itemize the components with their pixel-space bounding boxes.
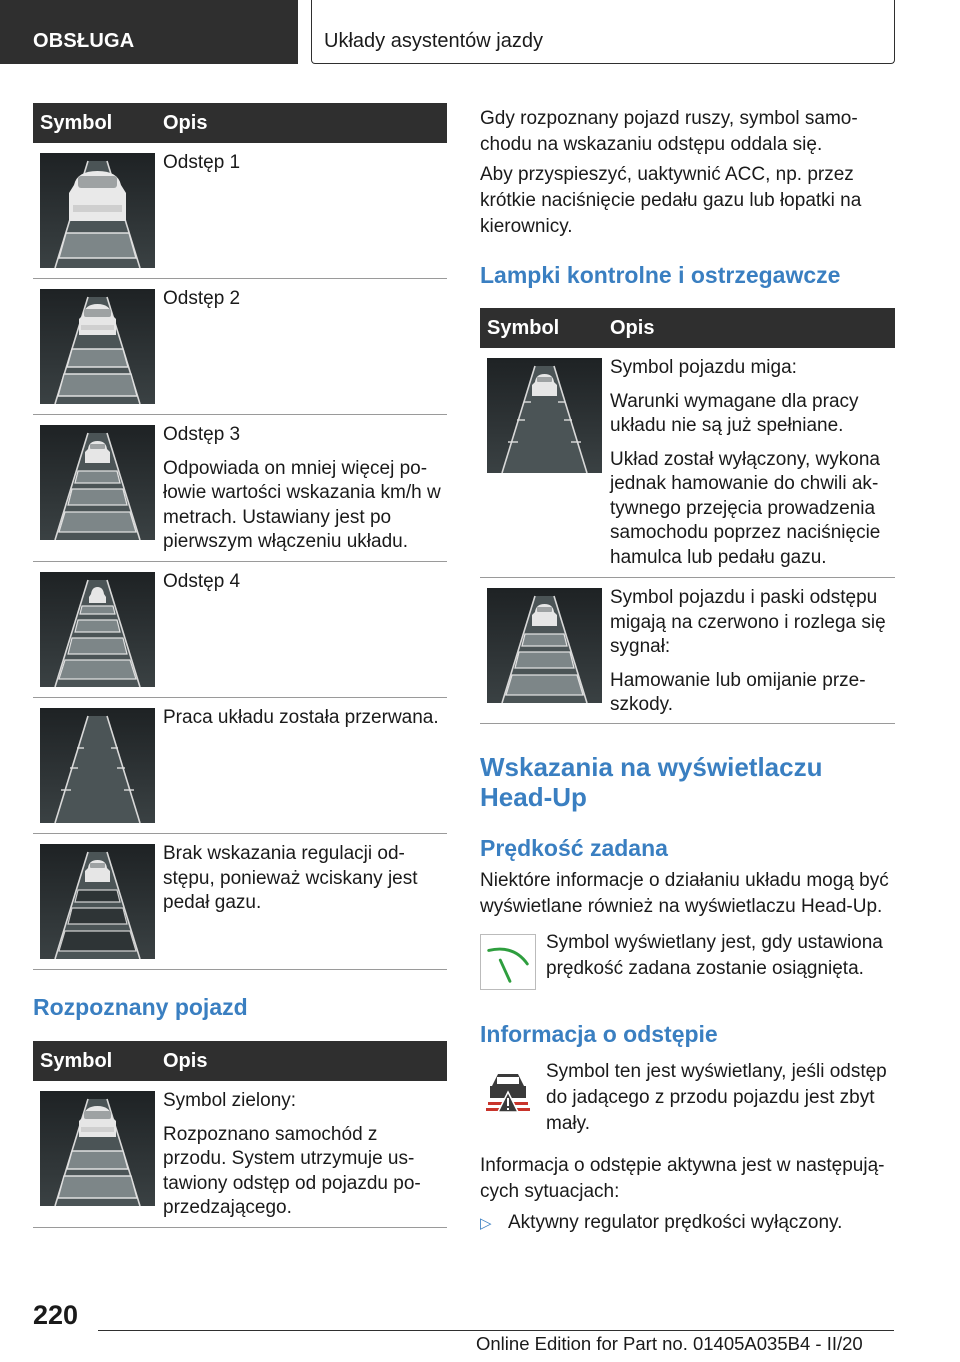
col-desc: Opis: [610, 317, 655, 339]
row-line: Symbol pojazdu miga:: [610, 357, 797, 378]
paragraph: Niektóre informacje o działaniu układu mogą być wyświetlane również na wyświetlaczu Head-Up.: [480, 870, 889, 917]
vehicle-flashing-icon: [487, 358, 602, 473]
lamps-title: Lampki kontrolne i ostrzegawcze: [480, 262, 841, 288]
row-line: Warunki wymagane dla pracy układu nie są już spełniane.: [610, 390, 859, 436]
header-chapter-tab: [311, 0, 895, 64]
distance-2-icon: [40, 289, 155, 404]
distance-1-icon: [40, 153, 155, 268]
table-row: [33, 698, 447, 834]
row-line: Odpowiada on mniej więcej połowie wartości wskazania km/h w metrach. Ustawiany jest po pierwszym włączeniu układu.: [163, 457, 441, 552]
table-row: [480, 578, 895, 724]
no-regulation-icon: [40, 844, 155, 959]
col-desc: Opis: [163, 1050, 208, 1072]
footer-edition: Online Edition for Part no. 01405A035B4 - II/20: [476, 1333, 863, 1354]
row-line: Rozpoznano samochód z przodu. System utrzymuje ustawiony odstęp od pojazdu poprzedzającego.: [163, 1123, 421, 1218]
row-line: Hamowanie lub omijanie przeszkody.: [610, 669, 866, 715]
distance-3-icon: [40, 425, 155, 540]
interrupted-icon: [40, 708, 155, 823]
row-line: Odstęp 3: [163, 424, 241, 445]
table-row: [33, 1081, 447, 1228]
row-line: Brak wskazania regulacji odstępu, ponieważ wciskany jest pedał gazu.: [163, 843, 418, 913]
bullet-text: Aktywny regulator prędkości wyłączony.: [508, 1212, 843, 1233]
paragraph: Gdy rozpoznany pojazd ruszy, symbol samochodu na wskazaniu odstępu oddala się.: [480, 108, 858, 155]
vehicle-red-bars-icon: [487, 588, 602, 703]
row-line: Symbol zielony:: [163, 1090, 297, 1111]
lamps-table-header: [480, 308, 895, 348]
vehicle-green-icon: [40, 1091, 155, 1206]
row-line: Odstęp 4: [163, 571, 241, 592]
col-desc: Opis: [163, 112, 208, 134]
bullet-triangle-icon: ▷: [480, 1215, 492, 1232]
distance-info-title: Informacja o odstępie: [480, 1021, 718, 1047]
page-number: 220: [33, 1300, 79, 1330]
hud-title-line-1: Wskazania na wyświetlaczu: [480, 752, 823, 782]
paragraph: Aby przyspieszyć, uaktywnić ACC, np. przez krótkie naciśnięcie pedału gazu lub łopatki na kierownicy.: [480, 164, 862, 237]
speed-reached-icon: [480, 934, 536, 990]
col-symbol: Symbol: [487, 317, 560, 339]
table-row: [33, 415, 447, 562]
header-section-label: OBSŁUGA: [33, 30, 135, 52]
col-symbol: Symbol: [40, 1050, 113, 1072]
table-row: [33, 562, 447, 698]
speed-title: Prędkość zadana: [480, 835, 668, 861]
table-row: [33, 279, 447, 415]
distance-icon-text: Symbol ten jest wyświetlany, jeśli odstęp do jadącego z przodu pojazdu jest zbyt mały.: [546, 1061, 887, 1134]
recognized-table-header: [33, 1041, 447, 1081]
header-section-tab: [0, 0, 298, 64]
distance-table-header: [33, 103, 447, 143]
hud-title-line-2: Head-Up: [480, 782, 587, 812]
distance-warning-icon: [480, 1062, 536, 1118]
speed-icon-text: Symbol wyświetlany jest, gdy ustawiona prędkość zadana zostanie osiągnięta.: [546, 932, 883, 979]
hud-title: [480, 752, 822, 812]
recognized-title: Rozpoznany pojazd: [33, 994, 248, 1020]
table-row: [33, 834, 447, 970]
header-chapter-label: Układy asystentów jazdy: [324, 30, 543, 52]
paragraph: Informacja o odstępie aktywna jest w następujących sytuacjach:: [480, 1155, 885, 1202]
footer-divider: [98, 1330, 894, 1331]
list-item: [480, 1210, 896, 1237]
table-row: [33, 143, 447, 279]
row-line: Odstęp 2: [163, 288, 241, 309]
distance-4-icon: [40, 572, 155, 687]
row-line: Symbol pojazdu i paski odstępu migają na czerwono i rozlega się sygnał:: [610, 587, 886, 657]
row-line: Odstęp 1: [163, 152, 241, 173]
col-symbol: Symbol: [40, 112, 113, 134]
table-row: [480, 348, 895, 578]
row-line: Praca układu została przerwana.: [163, 707, 439, 728]
row-line: Układ został wyłączony, wykona jednak hamowanie do chwili aktywnego przejęcia prowadzenia samochodu poprzez naciśnięcie hamulca lub pedału gazu.: [610, 448, 881, 568]
